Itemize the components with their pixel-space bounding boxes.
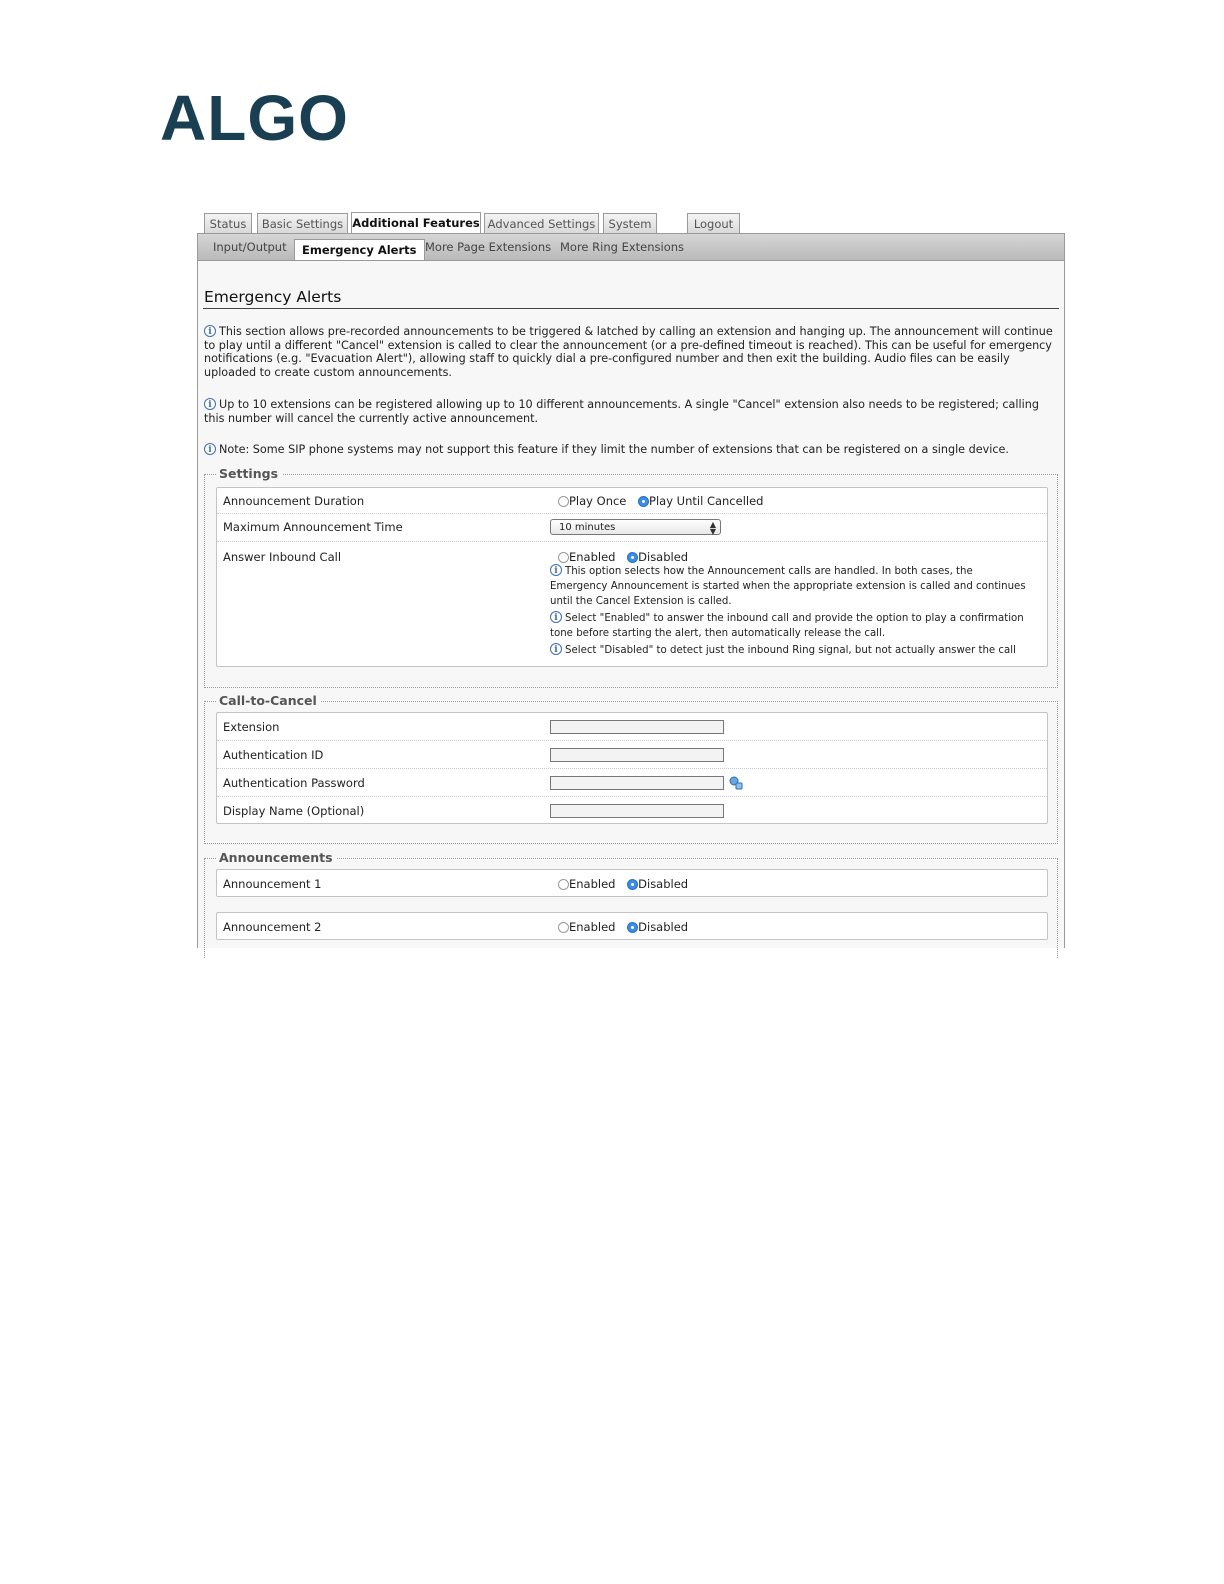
algo-logo: ALGO: [160, 82, 349, 154]
announcement-2-disabled-radio[interactable]: [627, 922, 638, 933]
info-paragraph-3: i Note: Some SIP phone systems may not support this feature if they limit the number of extensions that can be registered on a single device.: [204, 443, 1056, 457]
answer-inbound-call-row: [217, 542, 1047, 668]
info-paragraph-2: i Up to 10 extensions can be registered allowing up to 10 different announcements. A single "Cancel" extension also needs to be registered; calling this number will cancel the currently active announcement.: [204, 398, 1039, 425]
tab-additional-features[interactable]: Additional Features: [351, 212, 481, 234]
authentication-password-label: Authentication Password: [223, 776, 365, 790]
announcements-legend: Announcements: [217, 850, 337, 866]
subtab-input-output[interactable]: Input/Output: [213, 240, 287, 254]
answer-inbound-call-label: Answer Inbound Call: [223, 550, 342, 564]
announcement-2-box: [216, 912, 1048, 940]
settings-legend: Settings: [217, 466, 282, 482]
answer-inbound-enabled-radio[interactable]: [558, 552, 569, 563]
authentication-id-row: [217, 741, 1047, 769]
answer-inbound-call-control: Enabled Disabled: [550, 550, 688, 564]
subtab-more-page-extensions[interactable]: More Page Extensions: [425, 240, 552, 254]
subtab-emergency-alerts[interactable]: Emergency Alerts: [294, 239, 425, 260]
extension-row: [217, 713, 1047, 741]
info-icon: i: [550, 564, 562, 576]
announcement-1-control: Enabled Disabled: [550, 877, 688, 891]
page-title: Emergency Alerts: [204, 288, 342, 306]
max-announcement-time-select[interactable]: 10 minutes ▲ ▼: [550, 519, 721, 535]
info-icon: i: [204, 443, 216, 455]
info-paragraph-1: i This section allows pre-recorded announcements to be triggered & latched by calling an extension and hanging up. The announcement will continue to play until a different "Cancel" extension is called to clear the announcement (or a pre-defined timeout is reached). This can be useful for emergency notifications (e.g. "Evacuation Alert"), allowing staff to quickly dial a pre-configured number and then exit the building. Audio files can be easily uploaded to create custom announcements.: [204, 325, 1053, 379]
help-line-3: i Select "Disabled" to detect just the inbound Ring signal, but not actually answer the call: [550, 643, 1030, 658]
help-line-1: i This option selects how the Announcement calls are handled. In both cases, the Emergency Announcement is started when the appropriate extension is called and continues until the Cancel Extension is called.: [550, 566, 1026, 607]
play-once-radio[interactable]: [558, 496, 569, 507]
password-reveal-icon[interactable]: [729, 776, 743, 790]
content-panel: [197, 233, 1065, 948]
announcement-duration-control: Play Once Play Until Cancelled: [550, 494, 763, 508]
title-divider: [203, 308, 1059, 309]
max-announcement-time-row: [217, 514, 1047, 542]
announcement-duration-row: [217, 488, 1047, 514]
max-announcement-time-label: Maximum Announcement Time: [223, 520, 403, 534]
subtab-more-ring-extensions[interactable]: More Ring Extensions: [560, 240, 685, 254]
display-name-label: Display Name (Optional): [223, 804, 365, 818]
tab-logout[interactable]: Logout: [687, 213, 740, 233]
play-until-cancelled-radio[interactable]: [638, 496, 649, 507]
answer-inbound-help: [550, 564, 1030, 658]
answer-inbound-disabled-radio[interactable]: [627, 552, 638, 563]
info-icon: i: [204, 325, 216, 337]
announcement-1-disabled-radio[interactable]: [627, 879, 638, 890]
extension-label: Extension: [223, 720, 280, 734]
call-to-cancel-box: [216, 712, 1048, 824]
authentication-id-label: Authentication ID: [223, 748, 324, 762]
announcement-2-label: Announcement 2: [223, 920, 322, 934]
announcements-fieldset: [204, 850, 1058, 958]
authentication-password-input[interactable]: [550, 776, 724, 790]
announcement-2-enabled-radio[interactable]: [558, 922, 569, 933]
authentication-id-input[interactable]: [550, 748, 724, 762]
call-to-cancel-legend: Call-to-Cancel: [217, 693, 321, 709]
call-to-cancel-fieldset: [204, 693, 1058, 844]
announcement-1-enabled-radio[interactable]: [558, 879, 569, 890]
info-icon: i: [550, 611, 562, 623]
authentication-password-row: [217, 769, 1047, 797]
tab-basic-settings[interactable]: Basic Settings: [257, 213, 348, 233]
extension-input[interactable]: [550, 720, 724, 734]
info-icon: i: [204, 398, 216, 410]
tab-advanced-settings[interactable]: Advanced Settings: [484, 213, 599, 233]
announcement-duration-label: Announcement Duration: [223, 494, 365, 508]
display-name-row: [217, 797, 1047, 825]
announcement-2-control: Enabled Disabled: [550, 920, 688, 934]
info-icon: i: [550, 643, 562, 655]
settings-box: [216, 487, 1048, 667]
announcement-1-box: [216, 869, 1048, 897]
display-name-input[interactable]: [550, 804, 724, 818]
help-line-2: i Select "Enabled" to answer the inbound call and provide the option to play a confirmation tone before starting the alert, then automatically release the call.: [550, 613, 1024, 639]
select-arrows-icon: ▲ ▼: [709, 520, 716, 536]
tab-status[interactable]: Status: [204, 213, 252, 233]
settings-fieldset: [204, 466, 1058, 688]
sub-navigation: [198, 234, 1064, 261]
announcement-1-label: Announcement 1: [223, 877, 322, 891]
tab-system[interactable]: System: [603, 213, 657, 233]
